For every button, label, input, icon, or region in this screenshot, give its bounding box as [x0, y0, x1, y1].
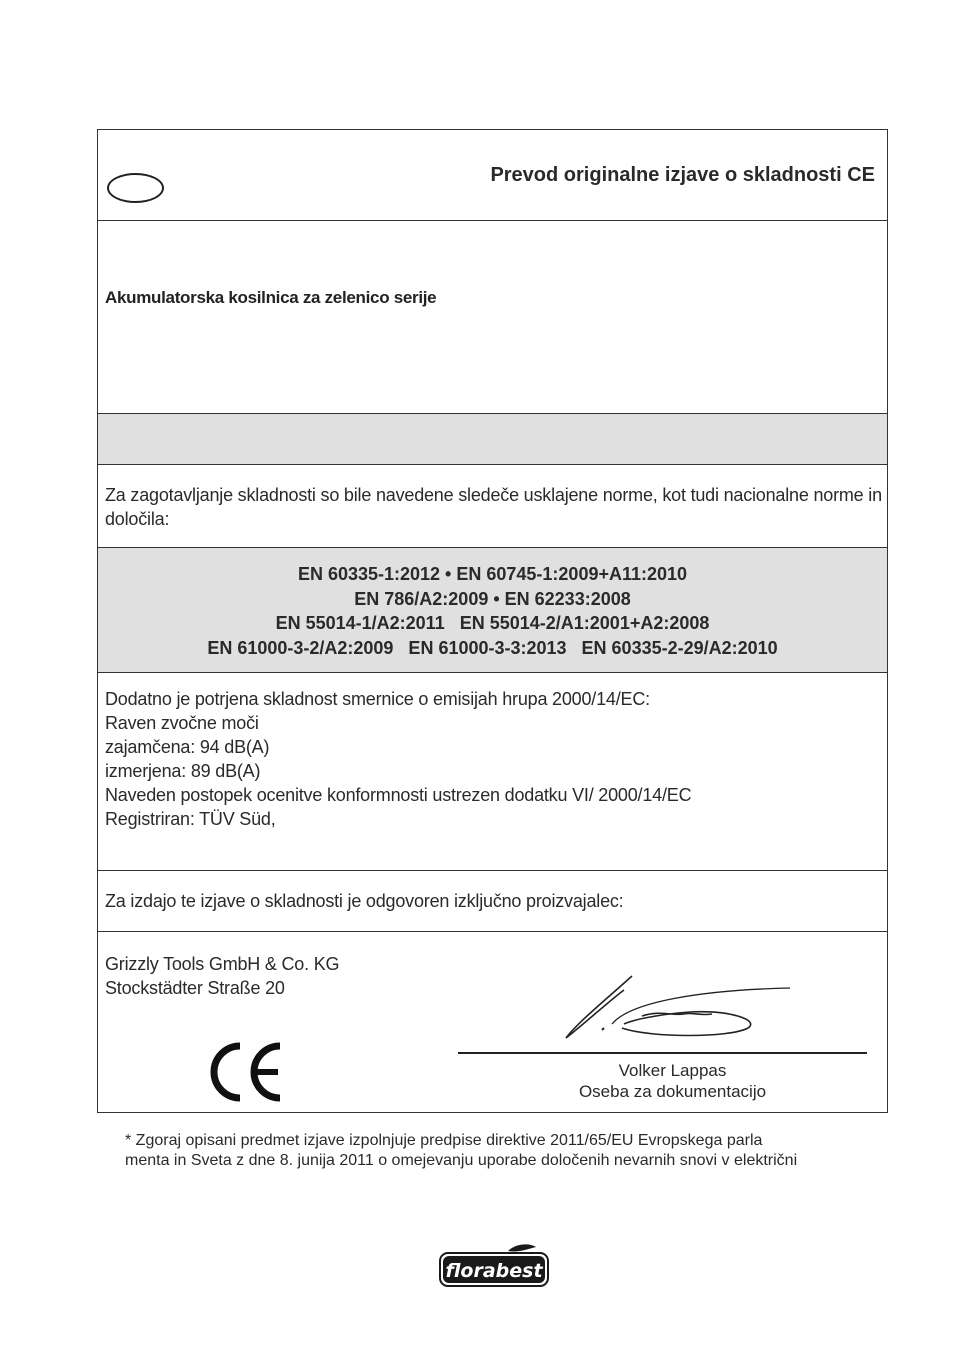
- page-title: Prevod originalne izjave o skladnosti CE: [490, 164, 875, 186]
- footnote: [125, 1131, 797, 1171]
- norms-row: [98, 548, 887, 673]
- footnote-line: * Zgoraj opisani predmet izjave izpolnjuje predpise direktive 2011/65/EU Evropskega parla: [125, 1132, 763, 1149]
- norm-line: EN 786/A2:2009 • EN 62233:2008: [354, 588, 631, 609]
- noise-text: [105, 687, 691, 831]
- noise-line: Dodatno je potrjena skladnost smernice o emisijah hrupa 2000/14/EC:: [105, 689, 650, 709]
- signer-name: Volker Lappas: [618, 1061, 727, 1080]
- manufacturer-street: Stockstädter Straße 20: [105, 978, 285, 998]
- responsibility-text: Za izdajo te izjave o skladnosti je odgovoren izključno proizvajalec:: [105, 891, 624, 911]
- noise-line: zajamčena: 94 dB(A): [105, 737, 270, 757]
- signature-icon: [560, 972, 792, 1044]
- noise-line: Registriran: TÜV Süd,: [105, 809, 276, 829]
- noise-line: Raven zvočne moči: [105, 713, 259, 733]
- manufacturer-row: [98, 932, 887, 1112]
- norm-line: EN 55014-1/A2:2011 EN 55014-2/A1:2001+A2:2008: [275, 613, 710, 633]
- noise-line: Naveden postopek ocenitve konformnosti ustrezen dodatku VI/ 2000/14/EC: [105, 785, 692, 805]
- responsibility-row: [98, 871, 887, 932]
- manufacturer-name: Grizzly Tools GmbH & Co. KG: [105, 954, 340, 974]
- florabest-logo: [438, 1243, 550, 1289]
- footnote-line: menta in Sveta z dne 8. junija 2011 o omejevanju uporabe določenih nevarnih snovi v električni: [125, 1152, 798, 1169]
- gray-band: [98, 414, 887, 465]
- declaration-frame: [97, 129, 888, 1113]
- product-name: Akumulatorska kosilnica za zelenico serije: [105, 288, 437, 307]
- signer-role: Oseba za dokumentacijo: [578, 1082, 767, 1101]
- manufacturer-address: [105, 952, 339, 1000]
- language-oval-icon: [107, 173, 164, 203]
- product-row: [98, 221, 887, 414]
- noise-row: [98, 673, 887, 871]
- logo-text: florabest: [445, 1260, 543, 1282]
- ce-mark-icon: [206, 1040, 286, 1104]
- norms-list: [98, 562, 887, 660]
- norm-line: EN 60335-1:2012 • EN 60745-1:2009+A11:2010: [297, 564, 688, 584]
- standards-intro-text: Za zagotavljanje skladnosti so bile navedene sledeče usklajene norme, kot tudi nacionalne norme in določila:: [105, 485, 882, 529]
- signature-line: [458, 1052, 867, 1054]
- header-row: [98, 130, 887, 221]
- norm-line: EN 61000-3-2/A2:2009 EN 61000-3-3:2013 EN 60335-2-29/A2:2010: [207, 637, 778, 658]
- noise-line: izmerjena: 89 dB(A): [105, 761, 261, 781]
- standards-intro-row: [98, 465, 887, 548]
